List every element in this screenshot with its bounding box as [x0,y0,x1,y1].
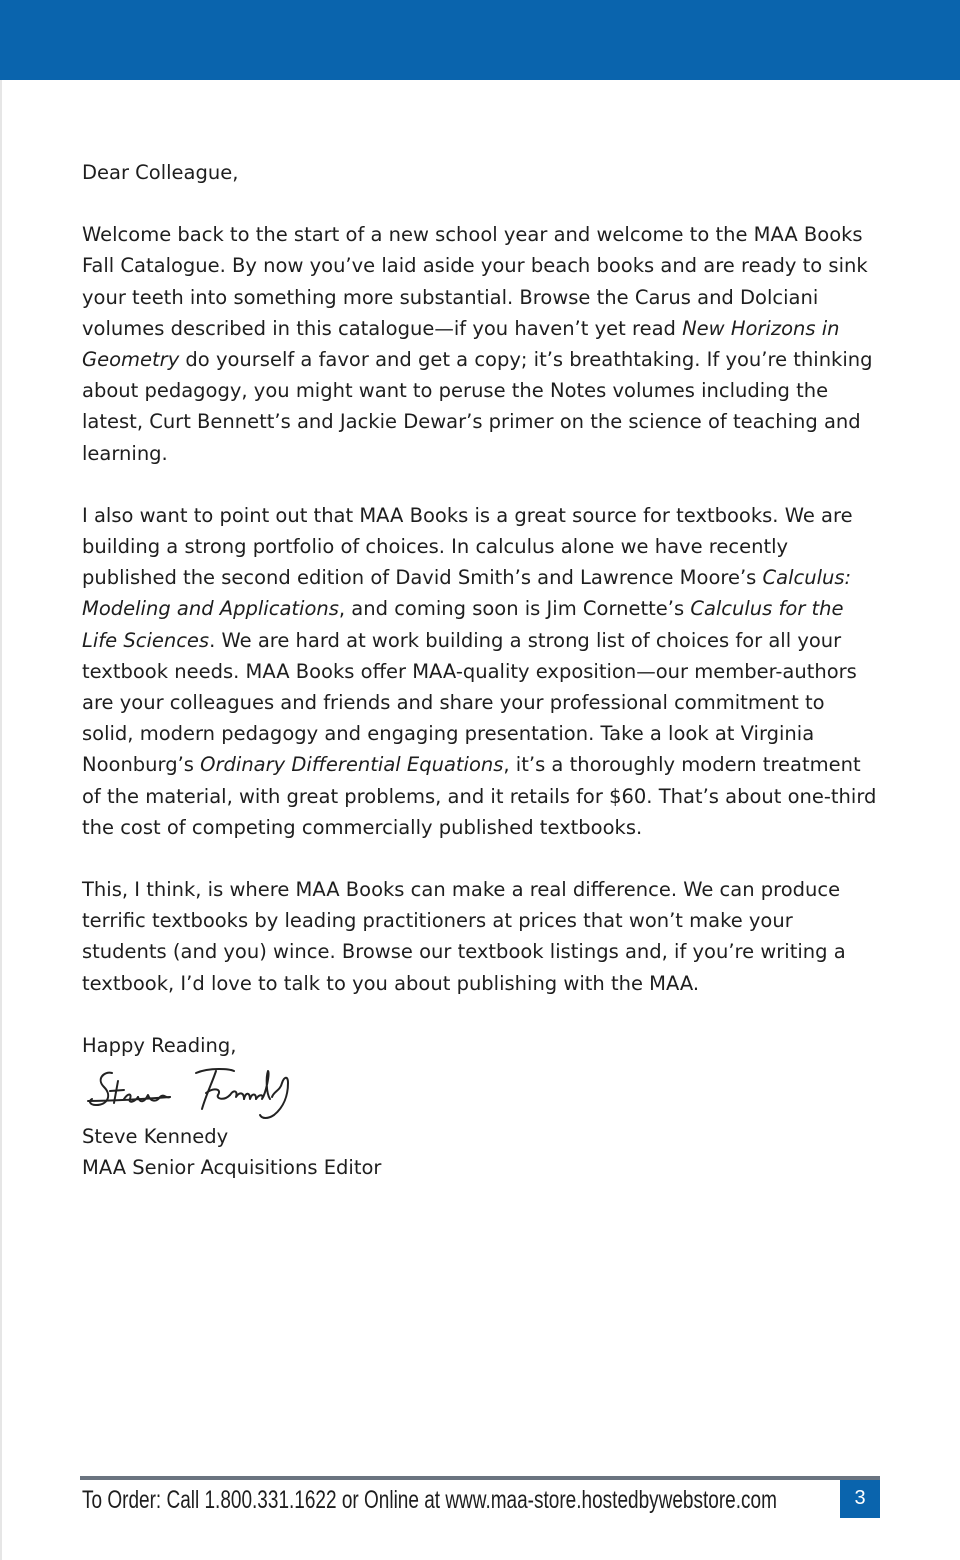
paragraph-2-text-b: , and coming soon is Jim Cornette’s [338,597,691,621]
page-number: 3 [840,1480,880,1518]
paragraph-2-text-a: I also want to point out that MAA Books is a great source for textbooks. We are building a strong portfolio of choices. In calculus alone we have recently published the second edition of David Smith’s and Lawrence Moore’s [82,503,853,590]
paragraph-1-text-a: Welcome back to the start of a new school year and welcome to the MAA Books Fall Catalogue. By now you’ve laid aside your beach books and are ready to sink your teeth into something more substantial. Browse the Carus and Dolciani volumes described in this catalogue—if you haven’t yet read [82,223,868,340]
book-title-ode: Ordinary Differential Equations [200,753,504,777]
paragraph-2 [82,500,882,843]
book-title-new-horizons: New Horizons in Geometry [82,316,840,372]
letter-body [82,157,882,1183]
closing: Happy Reading, [82,1033,237,1057]
salutation: Dear Colleague, [82,161,239,184]
book-title-calculus-modeling: Calculus: Modeling and Applications [82,566,852,621]
page-edge [0,80,2,1560]
header-band [0,0,960,80]
book-title-calculus-life-sciences: Calculus for the Life Sciences [82,597,844,652]
paragraph-1-text-b: do yourself a favor and get a copy; it’s breathtaking. If you’re thinking about pedagogy, you might want to peruse the Notes volumes including the latest, Curt Bennett’s and Jackie Dewar’s primer on the science of teaching and learning. [82,348,873,465]
paragraph-2-text-c: . We are hard at work building a strong list of choices for all your textbook needs. MAA Books offer MAA-quality exposition—our member-authors are your colleagues and friends and share your professional commitment to solid, modern pedagogy and engaging presentation. Take a look at Virginia Noonburg’s [82,628,857,777]
order-info: To Order: Call 1.800.331.1622 or Online at www.maa-store.hostedbywebstore.com [82,1486,777,1514]
paragraph-3: This, I think, is where MAA Books can make a real difference. We can produce terrific textbooks by leading practitioners at prices that won’t make your students (and you) wince. Browse our textbook listings and, if you’re writing a textbook, I’d love to talk to you about publishing with the MAA. [82,878,846,995]
signatory-role: MAA Senior Acquisitions Editor [82,1156,382,1180]
paragraph-2-text-d: , it’s a thoroughly modern treatment of the material, with great problems, and it retails for $60. That’s about one-third the cost of competing commercially published textbooks. [82,753,877,839]
paragraph-1 [82,219,882,469]
signatory-name: Steve Kennedy [82,1125,229,1149]
handwritten-signature [84,1063,314,1127]
